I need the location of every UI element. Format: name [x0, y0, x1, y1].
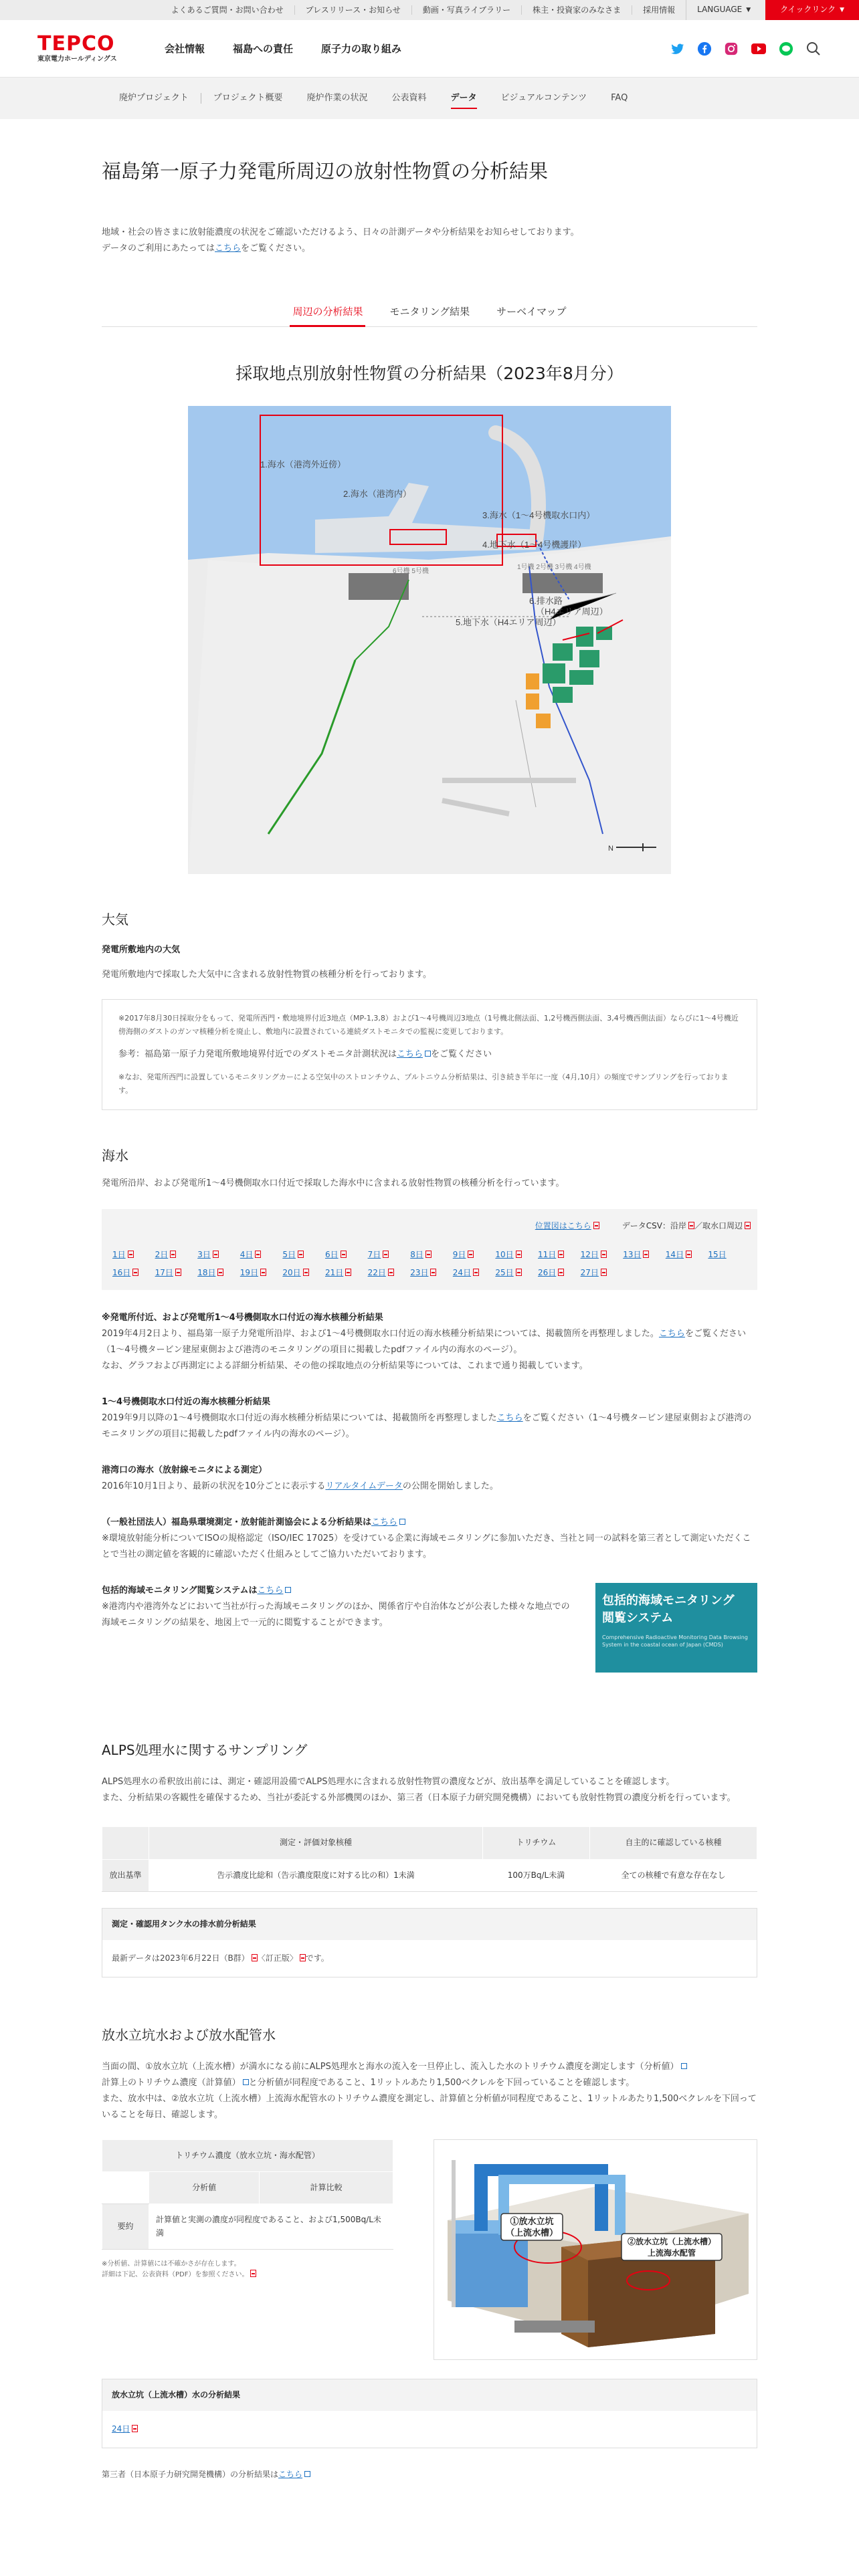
table-row: [102, 2204, 393, 2249]
pdf-icon: [300, 1954, 306, 1961]
tepco-logo[interactable]: [37, 33, 131, 64]
pdf-icon: [643, 1251, 649, 1258]
subnav-item-project[interactable]: 廃炉プロジェクト: [119, 93, 189, 103]
sea-date-link[interactable]: 7日: [367, 1249, 381, 1259]
sea-date-list: [112, 1249, 751, 1279]
alps-text: ALPS処理水の希釈放出前には、測定・確認用設備でALPS処理水に含まれる放射性物質の濃度などが、放出基準を満足していることを確認します。: [102, 1777, 675, 1788]
sea-date-link[interactable]: 13日: [623, 1249, 642, 1259]
pdf-icon: [303, 1269, 309, 1276]
external-link-icon: [681, 2063, 687, 2069]
pdf-icon: [593, 1222, 599, 1229]
sea-note-text: ※港湾内や港湾外などにおいて当社が行った海域モニタリングのほか、関係省庁や自治体などが公表した様々な地点での海域モニタリングの結果を、地図上で一元的に閲覧することができます。: [102, 1602, 570, 1628]
sea-date-link[interactable]: 19日: [240, 1268, 259, 1278]
air-notes-box: [102, 999, 757, 1110]
footnote-text: 詳細は下記、公表資料（PDF）を参照ください。: [102, 2270, 249, 2278]
sea-note-text: の公開を開始しました。: [402, 1481, 498, 1492]
page-title: 福島第一原子力発電所周辺の放射性物質の分析結果: [102, 160, 549, 183]
shaft-text: と分析値が同程度であること、1リットルあたり1,500ベクレルを下回っていることを確認します。: [248, 2078, 635, 2088]
realtime-data-link[interactable]: リアルタイムデータ: [325, 1481, 403, 1492]
date-item: [240, 1249, 283, 1261]
line-icon[interactable]: [779, 41, 793, 56]
banner-title: 包括的海域モニタリング: [602, 1594, 735, 1608]
table-header: 分析値: [149, 2172, 260, 2204]
sea-date-link[interactable]: 18日: [197, 1268, 216, 1278]
subnav-item-visual[interactable]: ビジュアルコンテンツ: [500, 93, 587, 103]
location-map-link[interactable]: 位置図はこちら: [535, 1220, 591, 1230]
cmds-banner[interactable]: [595, 1583, 757, 1673]
pdf-icon: [686, 1251, 692, 1258]
pdf-icon: [383, 1251, 389, 1258]
corrected-version-link[interactable]: 〈訂正版〉: [257, 1953, 298, 1963]
table-header: 計算比較: [260, 2172, 393, 2204]
date-item: [325, 1267, 368, 1279]
diagram-label-1-sub: （上流水槽）: [505, 2228, 559, 2238]
pdf-icon: [516, 1269, 522, 1276]
pdf-icon: [217, 1269, 223, 1276]
sea-note-title: 1～4号機側取水口付近の海水核種分析結果: [102, 1397, 271, 1408]
date-item: [368, 1249, 411, 1261]
pdf-icon: [175, 1269, 181, 1276]
external-link-icon: [304, 2471, 310, 2477]
shaft-illustration: [434, 2140, 757, 2360]
map-label-p1: 1.海水（港湾外近傍）: [260, 459, 346, 469]
map-label-p2: 2.海水（港湾内）: [343, 489, 411, 499]
sea-note-2: [102, 1394, 757, 1442]
date-item: [453, 1267, 496, 1279]
foot-text: 第三者（日本原子力研究開発機構）の分析結果は: [102, 2470, 279, 2480]
csv-icon: [688, 1222, 694, 1229]
sea-note-title: 港湾口の海水（放射線モニタによる測定）: [102, 1465, 268, 1476]
date-item: [155, 1267, 198, 1279]
sea-date-link[interactable]: 25日: [495, 1268, 514, 1278]
sea-date-link[interactable]: 14日: [665, 1249, 684, 1259]
pdf-icon: [132, 2425, 138, 2432]
utility-bar: [0, 0, 859, 20]
logo-subtext: 東京電力ホールディングス: [37, 55, 117, 63]
map-label-p4: 4.地下水（1～4号機護岸）: [482, 540, 587, 550]
release-criteria-table: [102, 1826, 757, 1891]
subnav-item-faq[interactable]: FAQ: [611, 93, 628, 103]
sea-note-title: （一般社団法人）福島県環境測定・放射能計測協会: [102, 1517, 302, 1528]
table-header: 測定・評価対象核種: [149, 1827, 483, 1859]
pdf-icon: [213, 1251, 219, 1258]
sea-note-link[interactable]: こちら: [658, 1329, 685, 1339]
air-reference-text: 参考：福島第一原子力発電所敷地境界付近でのダストモニタ計測状況は: [118, 1049, 397, 1059]
units-5-6-building: [349, 573, 409, 600]
table-row-header: 要約: [102, 2204, 149, 2249]
table-cell: 全ての核種で有意な存在なし: [590, 1859, 757, 1891]
sea-date-link[interactable]: 27日: [580, 1268, 599, 1278]
date-item: [538, 1249, 581, 1261]
date-item: [240, 1267, 283, 1279]
air-description: 発電所敷地内で採取した大気中に含まれる放射性物質の核種分析を行っております。: [102, 969, 432, 980]
footnote-text: ※分析値、計算値には不確かさが存在します。: [102, 2260, 241, 2268]
pdf-icon: [473, 1269, 479, 1276]
utility-link[interactable]: 採用情報: [643, 5, 676, 15]
external-link-icon: [399, 1519, 405, 1525]
table-header: トリチウム濃度（放水立坑・海水配管）: [102, 2140, 393, 2172]
tab-survey-map[interactable]: サーベイマップ: [496, 306, 567, 318]
nav-item-nuclear[interactable]: 原子力の取り組み: [321, 42, 402, 55]
sea-note-link[interactable]: こちら: [496, 1413, 523, 1424]
sea-date-link[interactable]: 21日: [324, 1268, 344, 1278]
banner-title: 閲覧システム: [602, 1611, 674, 1626]
map-label-p3: 3.海水（1～4号機取水口内）: [482, 510, 595, 520]
sea-note-title: は: [248, 1586, 258, 1596]
map-label-p5: 5.地下水（H4エリア周辺）: [456, 617, 561, 627]
sea-date-link[interactable]: 10日: [495, 1249, 514, 1259]
pdf-icon: [468, 1251, 474, 1258]
section-subnav: [0, 78, 859, 119]
sea-note-text: 2016年10月1日より、最新の状況を10分ごとに表示する: [102, 1481, 326, 1492]
sea-note-text: をご覧ください（1～4号機タービン建屋東側および港湾のモニタリングの項目に掲載したpdfファイル内の海水のページ）。: [102, 1329, 746, 1356]
box-title: 放水立坑（上流水槽）水の分析結果: [102, 2379, 757, 2411]
subnav-item-data[interactable]: データ: [439, 93, 489, 104]
date-item: [410, 1249, 453, 1261]
language-selector[interactable]: [686, 0, 761, 20]
date-item: [155, 1249, 198, 1261]
shaft-text: また、放水中は、②放水立坑（上流水槽）上流海水配管水のトリチウム濃度を測定し、計算値と分析値が同程度であること、1リットルあたり1,500ベクレルを下回っていることを毎日、確認します。: [102, 2094, 757, 2121]
sea-date-link[interactable]: 16日: [112, 1268, 131, 1278]
banner-subtitle: Comprehensive Radioactive Monitoring Data Browsing System in the coastal ocean of Japan (CMDS): [602, 1634, 748, 1648]
cmds-link[interactable]: こちら: [257, 1586, 284, 1596]
pdf-icon: [255, 1251, 261, 1258]
date-item: [282, 1267, 325, 1279]
section-heading-alps: ALPS処理水に関するサンプリング: [102, 1742, 308, 1759]
air-reference-end: をご覧ください: [431, 1049, 492, 1059]
map-label-p6: 6.排水路: [529, 596, 563, 606]
intro-text: [102, 225, 757, 257]
latest-data-link[interactable]: 最新データは2023年6月22日（B群）: [112, 1953, 250, 1963]
date-item: [581, 1249, 624, 1261]
sea-note-1: [102, 1310, 757, 1374]
instagram-icon[interactable]: [724, 41, 739, 56]
section-heading-air: 大気: [102, 911, 128, 928]
sea-note-text: 2019年9月以降の1～4号機側取水口付近の海水核種分析結果については、掲載箇所を再整理しました: [102, 1413, 497, 1424]
nav-item-fukushima[interactable]: 福島への責任: [233, 42, 294, 55]
table-cell: 告示濃度比総和（告示濃度限度に対する比の和）1未満: [149, 1859, 483, 1891]
table-row: [102, 1859, 757, 1891]
diagram-label-2: ②放水立坑（上流水槽）: [627, 2237, 717, 2247]
date-item: [282, 1249, 325, 1261]
search-icon[interactable]: [805, 41, 822, 57]
sea-note-text: ※環境放射能分析についてISOの規格認定（ISO/IEC 17025）を受けている企業に海域モニタリングに参加いただき、当社と同一の試料を第三者として測定いただくことで当社の測定値を客観的に確認いただく仕組みとしてご協力いただいております。: [102, 1533, 751, 1560]
sea-date-link[interactable]: 5日: [282, 1249, 296, 1259]
pdf-icon: [601, 1251, 607, 1258]
main-content: [102, 158, 757, 2482]
intro-line: データのご利用にあたっては: [102, 243, 215, 253]
sea-date-link[interactable]: 6日: [324, 1249, 339, 1259]
data-usage-link[interactable]: こちら: [215, 243, 242, 253]
diagram-label-1: ①放水立坑: [510, 2216, 554, 2227]
pdf-icon: [558, 1269, 564, 1276]
external-link-icon: [285, 1587, 291, 1593]
utility-link[interactable]: よくあるご質問・お問い合わせ: [161, 5, 295, 15]
fukushima-assoc-link[interactable]: こちら: [371, 1517, 398, 1528]
sea-note-3: [102, 1463, 757, 1495]
sea-date-link[interactable]: 8日: [410, 1249, 423, 1259]
box-title: 測定・確認用タンク水の排水前分析結果: [102, 1909, 757, 1940]
shaft-text: 当面の間、①放水立坑（上流水槽）が満水になる前にALPS処理水と海水の流入を一旦停止し、流入した水のトリチウム濃度を測定します（分析値）: [102, 2062, 679, 2072]
dust-monitor-link[interactable]: こちら: [397, 1049, 423, 1059]
pdf-icon: [341, 1251, 347, 1258]
logo-text: TEPCO: [37, 31, 115, 56]
date-item: [495, 1267, 538, 1279]
sea-date-link[interactable]: 9日: [452, 1249, 466, 1259]
map-label-p6-sub: （H4エリア周辺）: [536, 607, 608, 617]
site-map-drawing: [188, 406, 671, 874]
quick-link-label: クイックリンク: [780, 5, 836, 15]
sea-note-title: ※発電所付近、および発電所1～4号機側取水口付近の海水核種分析結果: [102, 1313, 383, 1323]
subheading-air: 発電所敷地内の大気: [102, 945, 181, 955]
tab-surrounding-analysis[interactable]: 周辺の分析結果: [279, 304, 376, 326]
third-party-note: [102, 2468, 757, 2481]
tank-analysis-box: [102, 1908, 757, 1977]
sampling-site-map: [188, 406, 671, 874]
alps-text: また、分析結果の客観性を確保するため、当社が委託する外部機関のほか、第三者（日本原子力研究開発機構）においても放射性物質の濃度分析を行っています。: [102, 1793, 736, 1804]
date-item: [495, 1249, 538, 1261]
pdf-icon: [250, 2270, 256, 2277]
table-header: 自主的に確認している核種: [590, 1827, 757, 1859]
table-header-empty: [102, 2172, 149, 2204]
facebook-icon[interactable]: [697, 41, 712, 56]
subnav-item-publications[interactable]: 公表資料: [391, 93, 427, 103]
sea-date-link[interactable]: 4日: [240, 1249, 254, 1259]
pdf-icon: [128, 1251, 134, 1258]
external-link-icon: [425, 1051, 431, 1057]
shaft-date-link[interactable]: 24日: [112, 2424, 130, 2434]
shaft-diagram: [434, 2139, 757, 2360]
table-header: [102, 1827, 149, 1859]
sea-date-link[interactable]: 11日: [537, 1249, 557, 1259]
shaft-row: [102, 2139, 757, 2360]
date-item: [368, 1267, 411, 1279]
intro-line: 地域・社会の皆さまに放射能濃度の状況をご確認いただけるよう、日々の計測データや分析結果をお知らせしております。: [102, 227, 579, 237]
cmds-row: [102, 1583, 757, 1673]
sea-date-link[interactable]: 2日: [155, 1249, 169, 1259]
units-1-4-building: [522, 573, 603, 593]
language-label: LANGUAGE: [697, 5, 743, 15]
map-label-units56: 6号機 5号機: [393, 568, 429, 575]
utility-link[interactable]: 動画・写真ライブラリー: [412, 5, 522, 15]
utility-link[interactable]: 株主・投資家のみなさま: [522, 5, 632, 15]
sea-date-link[interactable]: 17日: [155, 1268, 173, 1278]
chevron-down-icon: ▼: [746, 6, 751, 13]
sea-note-title: 包括的海域モニタリング閲覧システム: [102, 1586, 249, 1596]
sea-date-link[interactable]: 24日: [452, 1268, 472, 1278]
global-nav: [165, 41, 401, 57]
csv-icon: [745, 1222, 751, 1229]
shaft-table-wrap: [102, 2139, 393, 2360]
sea-note-5: [102, 1583, 571, 1631]
air-note: ※2017年8月30日採取分をもって、発電所西門・敷地境界付近3地点（MP-1,3,8）および1～4号機周辺3地点（1号機北側法面、1,2号機西側法面、3,4号機西側法面）ならびに1～4号機近傍海側のダストのガンマ核種分析を廃止し、敷地内に設置されている連続ダストモニタでの監視に変更しております。: [118, 1013, 739, 1036]
box-text-end: です。: [305, 1953, 329, 1963]
subnav-item-status[interactable]: 廃炉作業の状況: [306, 93, 368, 103]
map-label-units14: 1号機 2号機 3号機 4号機: [517, 564, 591, 571]
sea-date-link[interactable]: 23日: [410, 1268, 429, 1278]
sea-date-panel: [102, 1209, 757, 1291]
pdf-icon: [558, 1251, 564, 1258]
pdf-icon: [601, 1269, 607, 1276]
site-header: [0, 20, 859, 78]
sea-description: 発電所沿岸、および発電所1～4号機側取水口付近で採取した海水中に含まれる放射性物質の核種分析を行っています。: [102, 1178, 565, 1188]
sea-note-title: による分析結果は: [302, 1517, 372, 1528]
pdf-icon: [170, 1251, 176, 1258]
section-heading-sea: 海水: [102, 1147, 128, 1164]
shaft-analysis-box: [102, 2379, 757, 2448]
date-item: [538, 1267, 581, 1279]
north-arrow-label: N: [608, 845, 613, 853]
chart-title: 採取地点別放射性物質の分析結果（2023年8月分）: [235, 364, 624, 383]
pdf-icon: [345, 1269, 351, 1276]
pdf-icon: [252, 1954, 258, 1961]
pdf-icon: [260, 1269, 266, 1276]
table-cell: 計算値と実測の濃度が同程度であること、および1,500Bq/L未満: [149, 2204, 393, 2249]
section-heading-shaft: 放水立坑水および放水配管水: [102, 2027, 276, 2044]
pdf-icon: [132, 1269, 138, 1276]
utility-link[interactable]: プレスリリース・お知らせ: [295, 5, 412, 15]
shaft-text: 計算上のトリチウム濃度（計算値）: [102, 2078, 241, 2088]
date-item: [410, 1267, 453, 1279]
sea-date-link[interactable]: 26日: [537, 1268, 557, 1278]
youtube-icon[interactable]: [751, 41, 767, 56]
sea-date-link[interactable]: 22日: [367, 1268, 386, 1278]
intro-line-end: をご覧ください。: [241, 243, 311, 253]
date-item: [581, 1267, 624, 1279]
air-note: ※なお、発電所西門に設置しているモニタリングカーによる空気中のストロンチウム、プルトニウム分析結果は、引き続き半年に一度（4月,10月）の頻度でサンプリングを行っております。: [118, 1072, 729, 1095]
csv-intake-link[interactable]: ／取水口周辺: [694, 1220, 743, 1230]
sea-date-link[interactable]: 15日: [708, 1249, 727, 1259]
sea-date-link[interactable]: 3日: [197, 1249, 211, 1259]
pdf-icon: [425, 1251, 432, 1258]
twitter-icon[interactable]: [670, 41, 685, 56]
pdf-icon: [388, 1269, 394, 1276]
sea-note-4: [102, 1515, 757, 1563]
date-item: [197, 1249, 240, 1261]
sea-note-text: をご覧ください（1～4号機タービン建屋東側および港湾のモニタリングの項目に掲載したpdfファイル内の海水のページ）。: [102, 1413, 752, 1440]
date-item: [325, 1249, 368, 1261]
diagram-label-2-sub: 上流海水配管: [647, 2248, 696, 2258]
sea-date-link[interactable]: 1日: [112, 1249, 126, 1259]
sea-note-text: 2019年4月2日より、福島第一原子力発電所沿岸、および1～4号機側取水口付近の海水核種分析結果については、掲載箇所を再整理しました。: [102, 1329, 659, 1339]
subnav-item-overview[interactable]: プロジェクト概要: [213, 93, 283, 103]
jaea-link[interactable]: こちら: [278, 2470, 303, 2480]
tab-bar: [102, 304, 757, 327]
csv-coast-link[interactable]: データCSV：沿岸: [622, 1220, 686, 1230]
sea-note-text: なお、グラフおよび再測定による詳細分析結果、その他の採取地点の分析結果等については、これまで通り掲載しています。: [102, 1361, 588, 1372]
date-item: [666, 1249, 708, 1261]
sea-date-link[interactable]: 20日: [282, 1268, 301, 1278]
date-item: [453, 1249, 496, 1261]
pdf-icon: [430, 1269, 436, 1276]
table-row-header: 放出基準: [102, 1859, 149, 1891]
tritium-table: [102, 2139, 393, 2250]
external-link-icon: [243, 2079, 249, 2085]
date-item: [112, 1267, 155, 1279]
pdf-icon: [298, 1251, 304, 1258]
chevron-down-icon: ▼: [840, 6, 844, 13]
shaft-footnote: [102, 2259, 393, 2280]
sea-date-link[interactable]: 12日: [580, 1249, 599, 1259]
date-item: [708, 1249, 751, 1261]
date-item: [623, 1249, 666, 1261]
shaft-description: [102, 2059, 757, 2123]
alps-description: [102, 1774, 757, 1806]
date-item: [112, 1249, 155, 1261]
date-item: [197, 1267, 240, 1279]
tab-monitoring[interactable]: モニタリング結果: [389, 306, 470, 318]
nav-item-company[interactable]: 会社情報: [165, 42, 205, 55]
social-links: [670, 41, 822, 57]
pdf-icon: [516, 1251, 522, 1258]
table-cell: 100万Bq/L未満: [483, 1859, 590, 1891]
table-header: トリチウム: [483, 1827, 590, 1859]
quick-link-button[interactable]: [765, 0, 859, 20]
